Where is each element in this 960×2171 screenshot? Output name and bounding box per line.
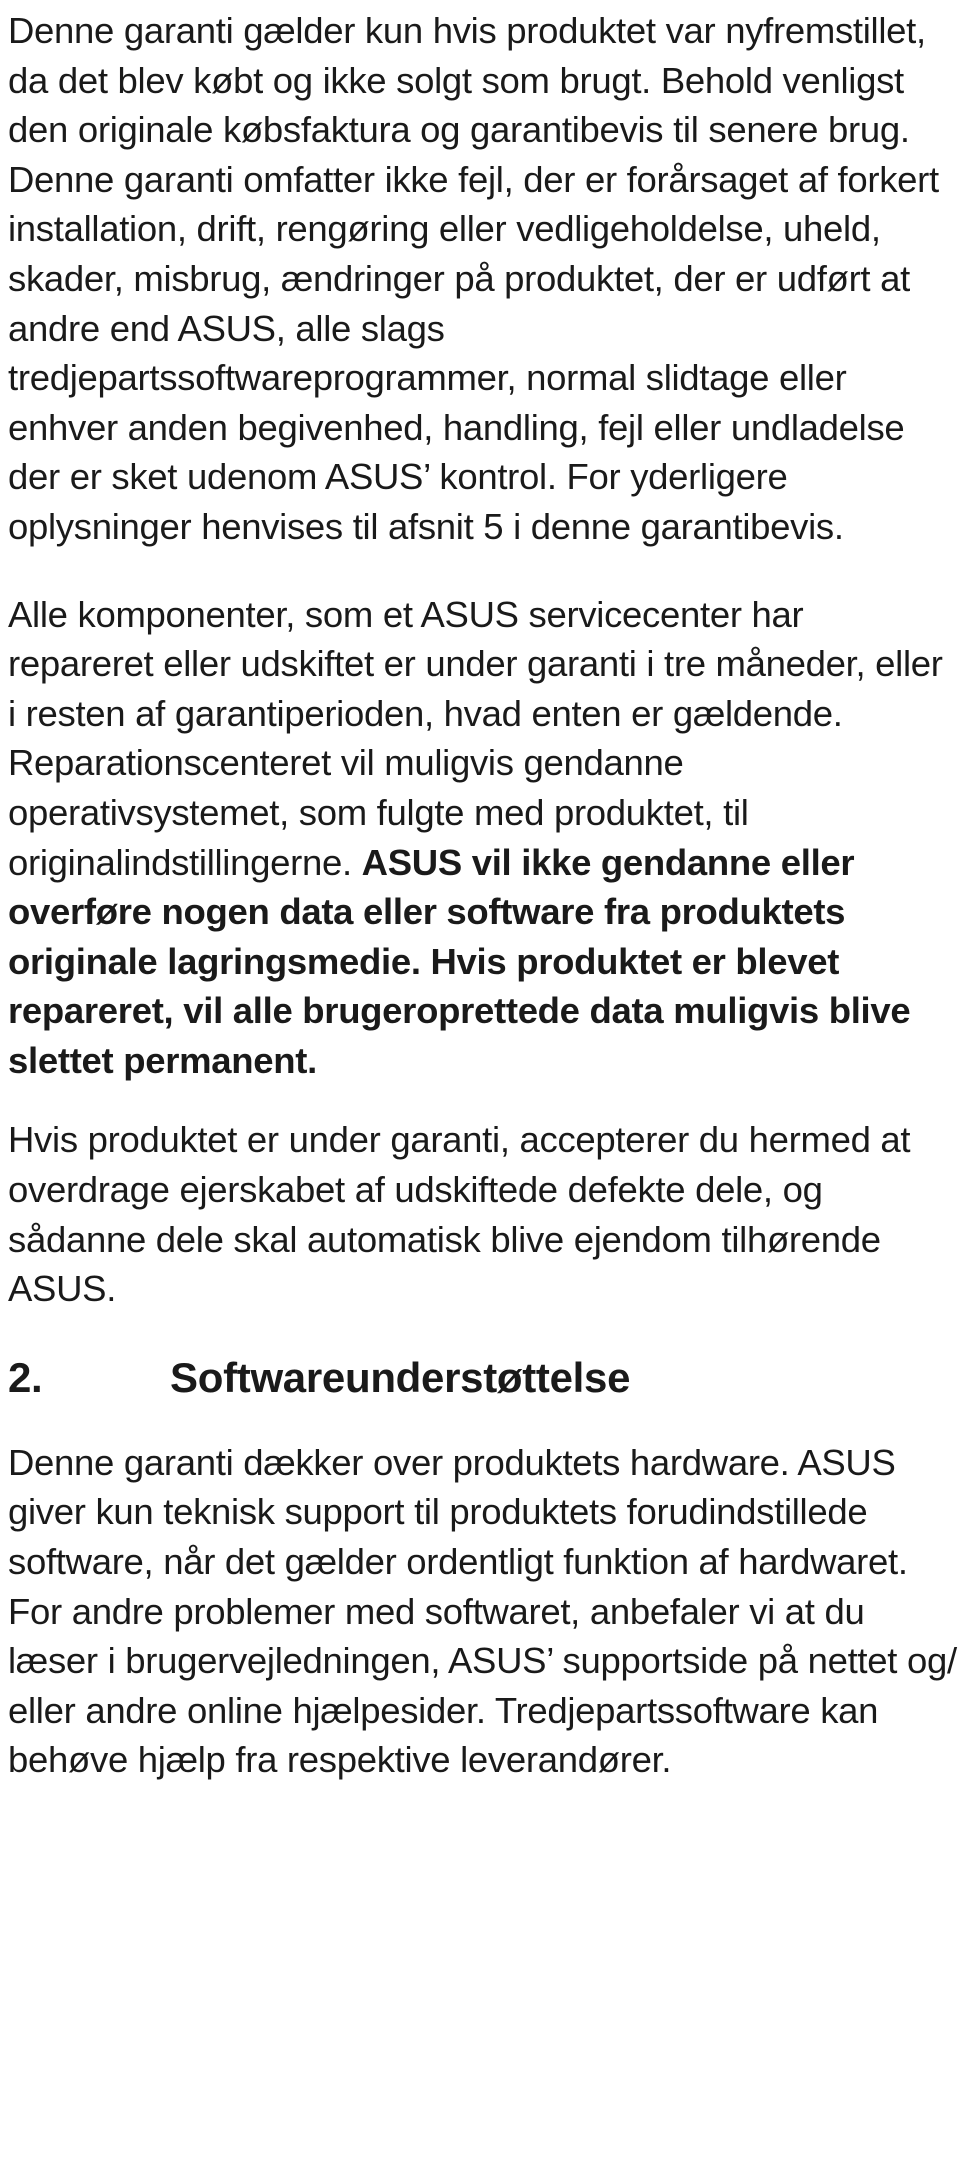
- paragraph-ownership-transfer: Hvis produktet er under garanti, accepterer du hermed at overdrage ejerskabet af udskiftede defekte dele, og sådanne dele skal automatisk blive ejendom tilhørende ASUS.: [8, 1119, 911, 1310]
- section-number: 2.: [8, 1353, 43, 1401]
- section-heading-software-support: [8, 1350, 958, 1406]
- paragraph-software-support: Denne garanti dækker over produktets hardware. ASUS giver kun teknisk support til produktets forudindstillede software, når det gælder ordentligt funktion af hardwaret. For andre problemer med softwaret, anbefaler vi at du læser i brugervejledningen, ASUS’ supportside på nettet og/ eller andre online hjælpesider. Tredjepartssoftware kan behøve hjælp fra respektive leverandører.: [8, 1441, 957, 1781]
- paragraph-repaired-components-normal: Alle komponenter, som et ASUS servicecenter har repareret eller udskiftet er under garanti i tre måneder, eller i resten af garantiperioden, hvad enten er gældende. Reparationscenteret vil muligvis gendanne operativsystemet, som fulgte med produktet, til originalindstillingerne.: [8, 593, 943, 883]
- paragraph-repaired-components-bold: ASUS vil ikke gendanne eller overføre nogen data eller software fra produktets originale lagringsmedie. Hvis produktet er blevet repareret, vil alle brugeroprettede data muligvis blive slettet permanent.: [8, 841, 911, 1081]
- document-page: [8, 6, 958, 1785]
- section-title: Softwareunderstøttelse: [170, 1353, 631, 1401]
- paragraph-warranty-conditions: Denne garanti gælder kun hvis produktet var nyfremstillet, da det blev købt og ikke solgt som brugt. Behold venligst den originale købsfaktura og garantibevis til senere brug. Denne garanti omfatter ikke fejl, der er forårsaget af forkert installation, drift, rengøring eller vedligeholdelse, uheld, skader, misbrug, ændringer på produktet, der er udført at andre end ASUS, alle slags tredjepartssoftwareprogrammer, normal slidtage eller enhver anden begivenhed, handling, fejl eller undladelse der er sket udenom ASUS’ kontrol. For yderligere oplysninger henvises til afsnit 5 i denne garantibevis.: [8, 10, 939, 547]
- paragraph-repaired-components: [8, 590, 958, 1086]
